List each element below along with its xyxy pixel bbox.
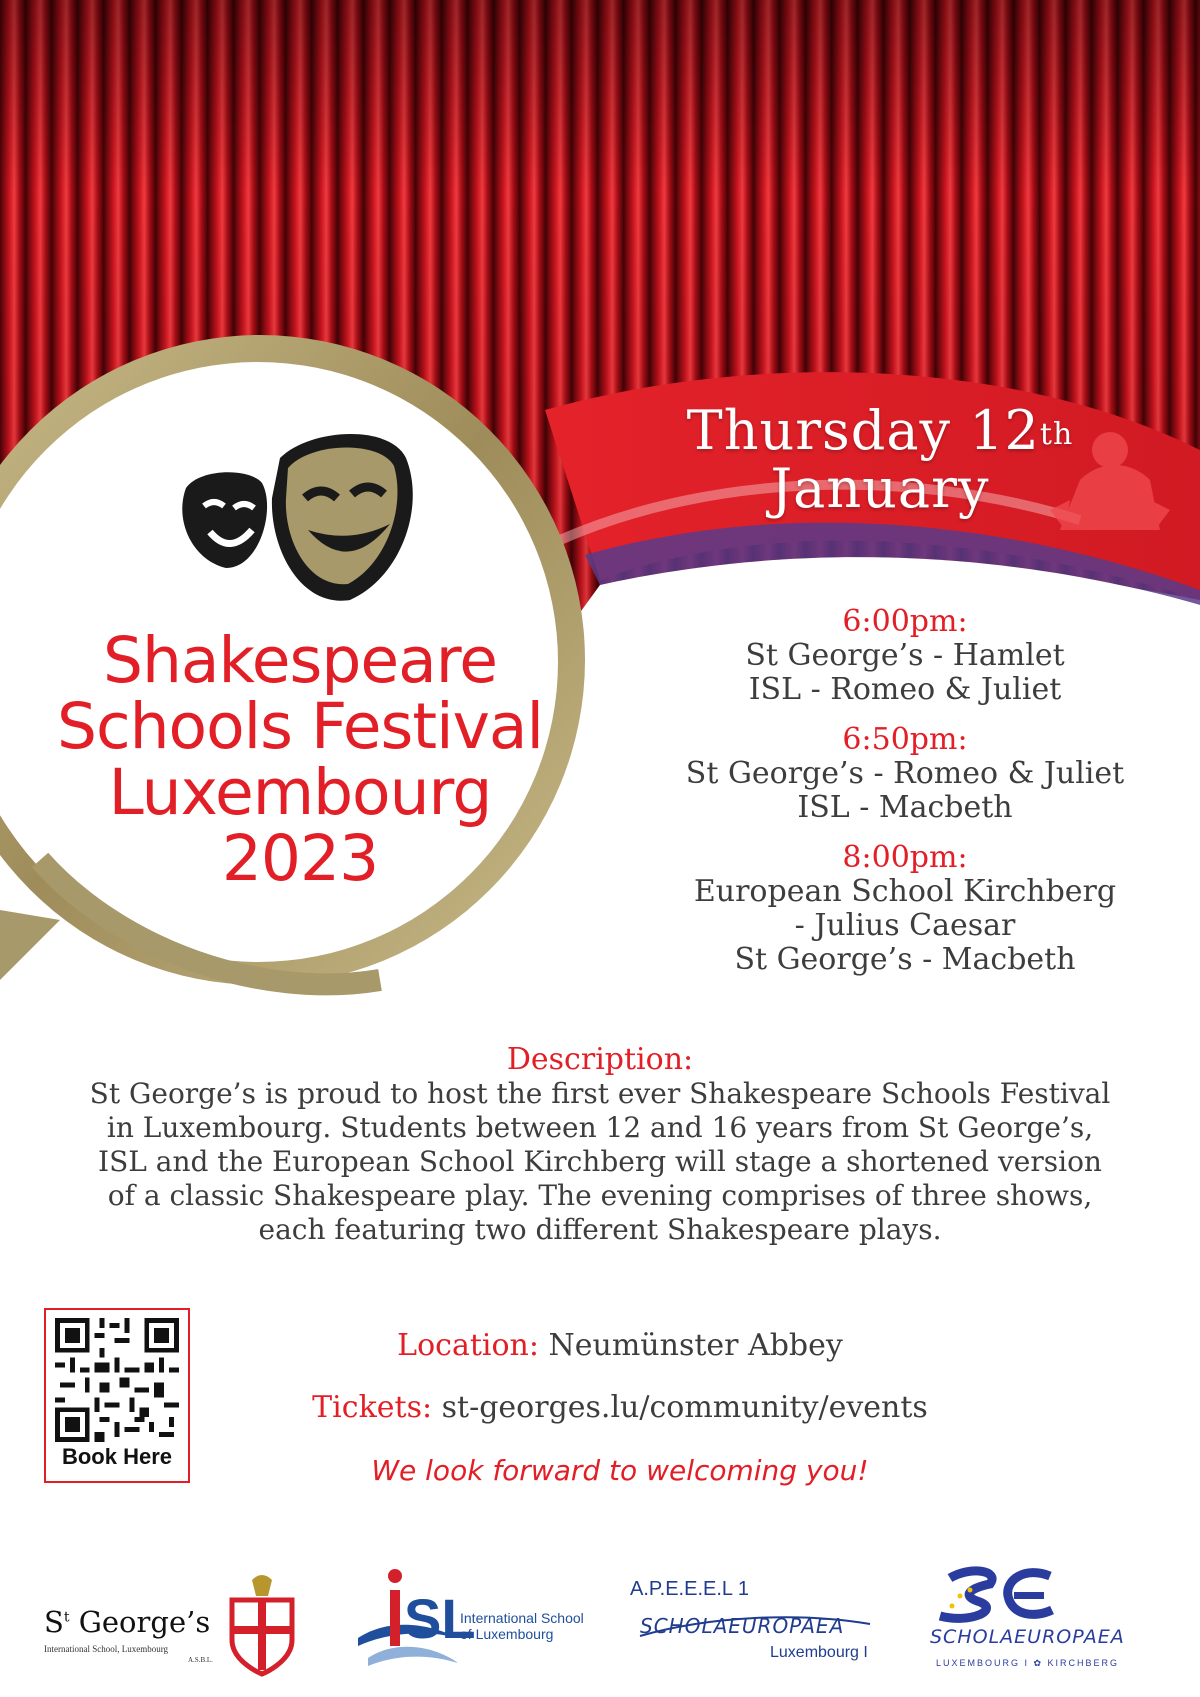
- schedule-block: [645, 723, 1165, 825]
- lion-crest-icon: [1040, 420, 1180, 560]
- book-here-qr[interactable]: [44, 1308, 190, 1483]
- schola2-wordmark: SCHOLAEUROPAEA: [930, 1626, 1125, 1648]
- title-year: 2023: [221, 822, 379, 895]
- schedule-line: St George’s - Macbeth: [734, 942, 1076, 977]
- qr-code-icon[interactable]: [55, 1318, 179, 1442]
- st-georges-logo: [44, 1570, 304, 1680]
- schedule-line: European School Kirchberg: [693, 874, 1117, 909]
- description-line: ISL and the European School Kirchberg will stage a shortened version: [98, 1145, 1102, 1178]
- schedule-time: 8:00pm:: [842, 840, 968, 875]
- isl-line-1: International School: [460, 1610, 584, 1626]
- description-line: St George’s is proud to host the first ever Shakespeare Schools Festival: [89, 1077, 1111, 1110]
- st-georges-wordmark: $S^t$ George’s: [44, 1605, 211, 1639]
- theatre-masks-icon: [180, 428, 420, 608]
- event-description: [40, 1043, 1160, 1247]
- isl-letters: SL: [404, 1587, 476, 1650]
- welcome-message: We look forward to welcoming you!: [371, 1454, 869, 1487]
- title-line-3: Luxembourg: [108, 756, 492, 829]
- schedule-block: [645, 841, 1165, 977]
- schedule-line: ISL - Romeo & Juliet: [748, 672, 1062, 707]
- description-heading: Description:: [506, 1042, 694, 1077]
- location-line: [200, 1328, 1040, 1363]
- tickets-label: Tickets:: [312, 1390, 433, 1425]
- qr-label[interactable]: Book Here: [61, 1444, 173, 1469]
- st-georges-crest-icon: [222, 1570, 302, 1680]
- isl-line-2: of Luxembourg: [460, 1626, 554, 1642]
- title-line-1: Shakespeare: [103, 624, 497, 697]
- isl-mark-icon: [358, 1568, 476, 1678]
- st-georges-asbl: A.S.B.L.: [188, 1656, 213, 1664]
- description-line: in Luxembourg. Students between 12 and 16 years from St George’s,: [106, 1111, 1094, 1144]
- st-georges-subtitle: International School, Luxembourg: [44, 1644, 169, 1654]
- schedule-line: St George’s - Romeo & Juliet: [685, 756, 1125, 791]
- schedule-line: ISL - Macbeth: [797, 790, 1013, 825]
- schola-kirchberg-logo: [930, 1566, 1185, 1676]
- schola-wordmark: SCHOLAEUROPAEA: [640, 1614, 845, 1638]
- apeeel-location: Luxembourg I: [770, 1644, 868, 1661]
- performance-schedule: [645, 605, 1165, 993]
- schedule-block: [645, 605, 1165, 707]
- description-line: of a classic Shakespeare play. The evening comprises of three shows,: [107, 1179, 1093, 1212]
- welcome-line: [200, 1453, 1040, 1488]
- location-label: Location:: [397, 1328, 539, 1363]
- tickets-line: [200, 1390, 1040, 1425]
- apeeel-text: A.P.E.E.E.L 1: [630, 1578, 749, 1600]
- schola2-location: LUXEMBOURG I ✿ KIRCHBERG: [936, 1658, 1120, 1668]
- title-line-2: Schools Festival: [57, 690, 543, 763]
- festival-title: [0, 624, 600, 895]
- date-day: Thursday 12: [686, 399, 1040, 462]
- apeeel-schola-logo: [630, 1578, 880, 1678]
- schedule-line: - Julius Caesar: [794, 908, 1016, 943]
- date-suffix: th: [1039, 417, 1074, 452]
- date-month: January: [770, 457, 990, 520]
- schedule-line: St George’s - Hamlet: [745, 638, 1065, 673]
- schedule-time: 6:50pm:: [842, 722, 968, 757]
- schedule-time: 6:00pm:: [842, 604, 968, 639]
- tickets-link[interactable]: st-georges.lu/community/events: [441, 1390, 928, 1425]
- description-line: each featuring two different Shakespeare plays.: [258, 1213, 942, 1246]
- isl-logo: [358, 1568, 598, 1678]
- location-value: Neumünster Abbey: [548, 1328, 843, 1363]
- schola-se-mark-icon: [930, 1566, 1060, 1626]
